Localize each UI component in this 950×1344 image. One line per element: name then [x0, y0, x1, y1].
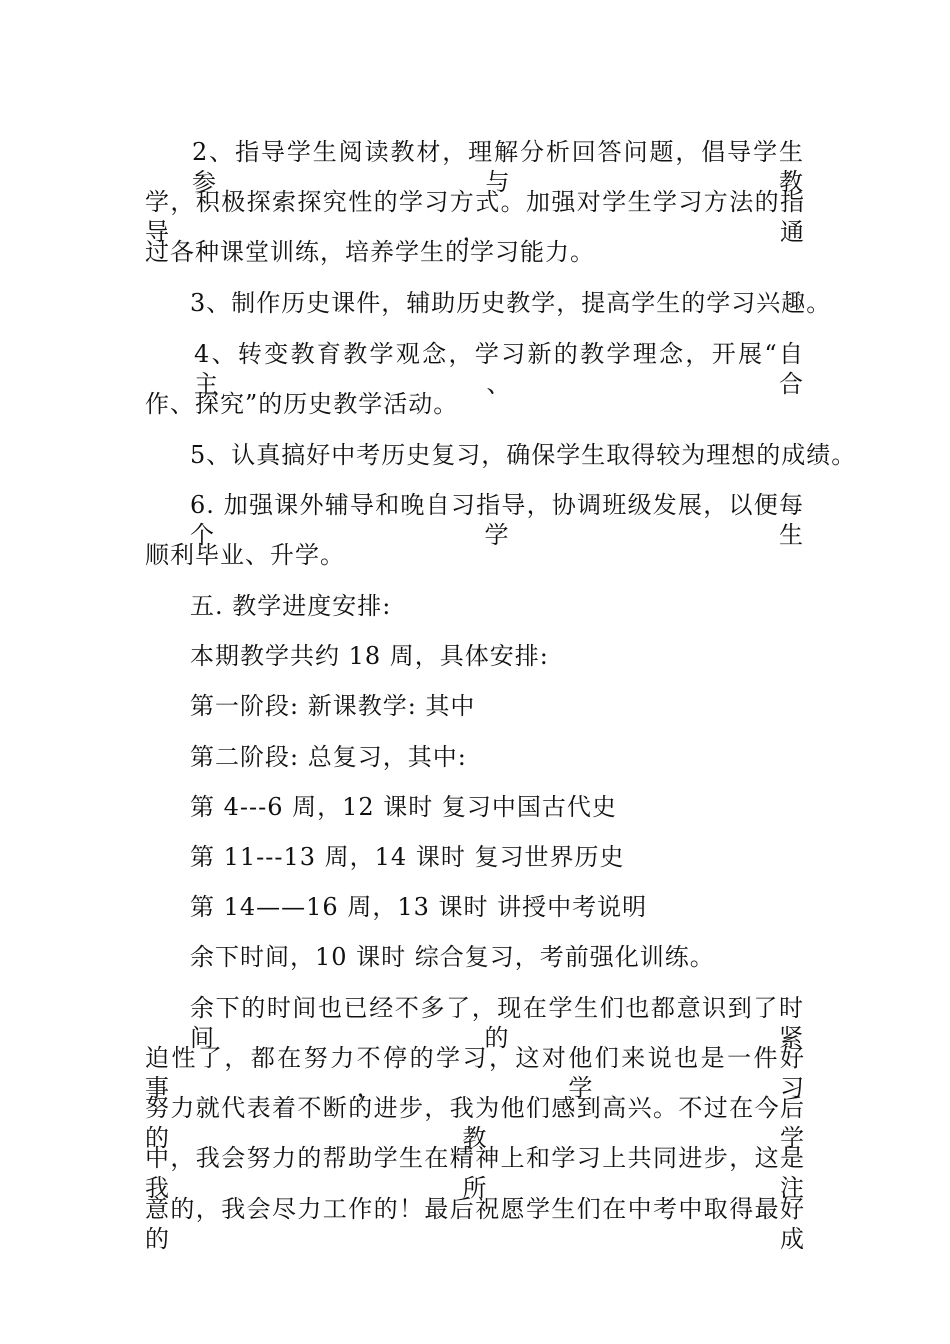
closing-line-3: 努力就代表着不断的进步，我为他们感到高兴。不过在今后的教学 [145, 1094, 805, 1152]
paragraph-6-line-1: 6. 加强课外辅导和晚自习指导，协调班级发展，以便每个学生 [190, 491, 804, 549]
schedule-item-4: 余下时间，10 课时 综合复习，考前强化训练。 [190, 943, 715, 971]
schedule-stage-2: 第二阶段: 总复习，其中: [190, 743, 467, 771]
paragraph-2-line-2: 学，积极探索探究性的学习方式。加强对学生学习方法的指导，通 [145, 188, 805, 246]
paragraph-5-line-1: 5、认真搞好中考历史复习，确保学生取得较为理想的成绩。 [190, 441, 857, 469]
closing-line-2: 迫性了，都在努力不停的学习，这对他们来说也是一件好事，学习 [145, 1044, 805, 1102]
paragraph-3-line-1: 3、制作历史课件，辅助历史教学，提高学生的学习兴趣。 [190, 289, 832, 317]
schedule-item-2: 第 11---13 周，14 课时 复习世界历史 [190, 843, 625, 871]
paragraph-2-line-3: 过各种课堂训练，培养学生的学习能力。 [145, 238, 595, 266]
paragraph-2-line-1: 2、指导学生阅读教材，理解分析回答问题，倡导学生参与教 [192, 138, 804, 196]
closing-line-5: 意的，我会尽力工作的！最后祝愿学生们在中考中取得最好的成 [145, 1195, 805, 1253]
closing-line-4: 中，我会努力的帮助学生在精神上和学习上共同进步，这是我所注 [145, 1144, 805, 1202]
closing-line-1: 余下的时间也已经不多了，现在学生们也都意识到了时间的紧 [190, 994, 804, 1052]
schedule-stage-1: 第一阶段: 新课教学: 其中 [190, 692, 476, 720]
schedule-item-3: 第 14——16 周，13 课时 讲授中考说明 [190, 893, 648, 921]
section-heading: 五. 教学进度安排: [190, 592, 392, 620]
schedule-intro: 本期教学共约 18 周，具体安排: [190, 642, 549, 670]
paragraph-4-line-2: 作、探究”的历史教学活动。 [145, 390, 459, 418]
paragraph-6-line-2: 顺利毕业、升学。 [145, 541, 345, 569]
schedule-item-1: 第 4---6 周，12 课时 复习中国古代史 [190, 793, 617, 821]
paragraph-4-line-1: 4、转变教育教学观念，学习新的教学理念，开展“自主、合 [194, 340, 804, 398]
